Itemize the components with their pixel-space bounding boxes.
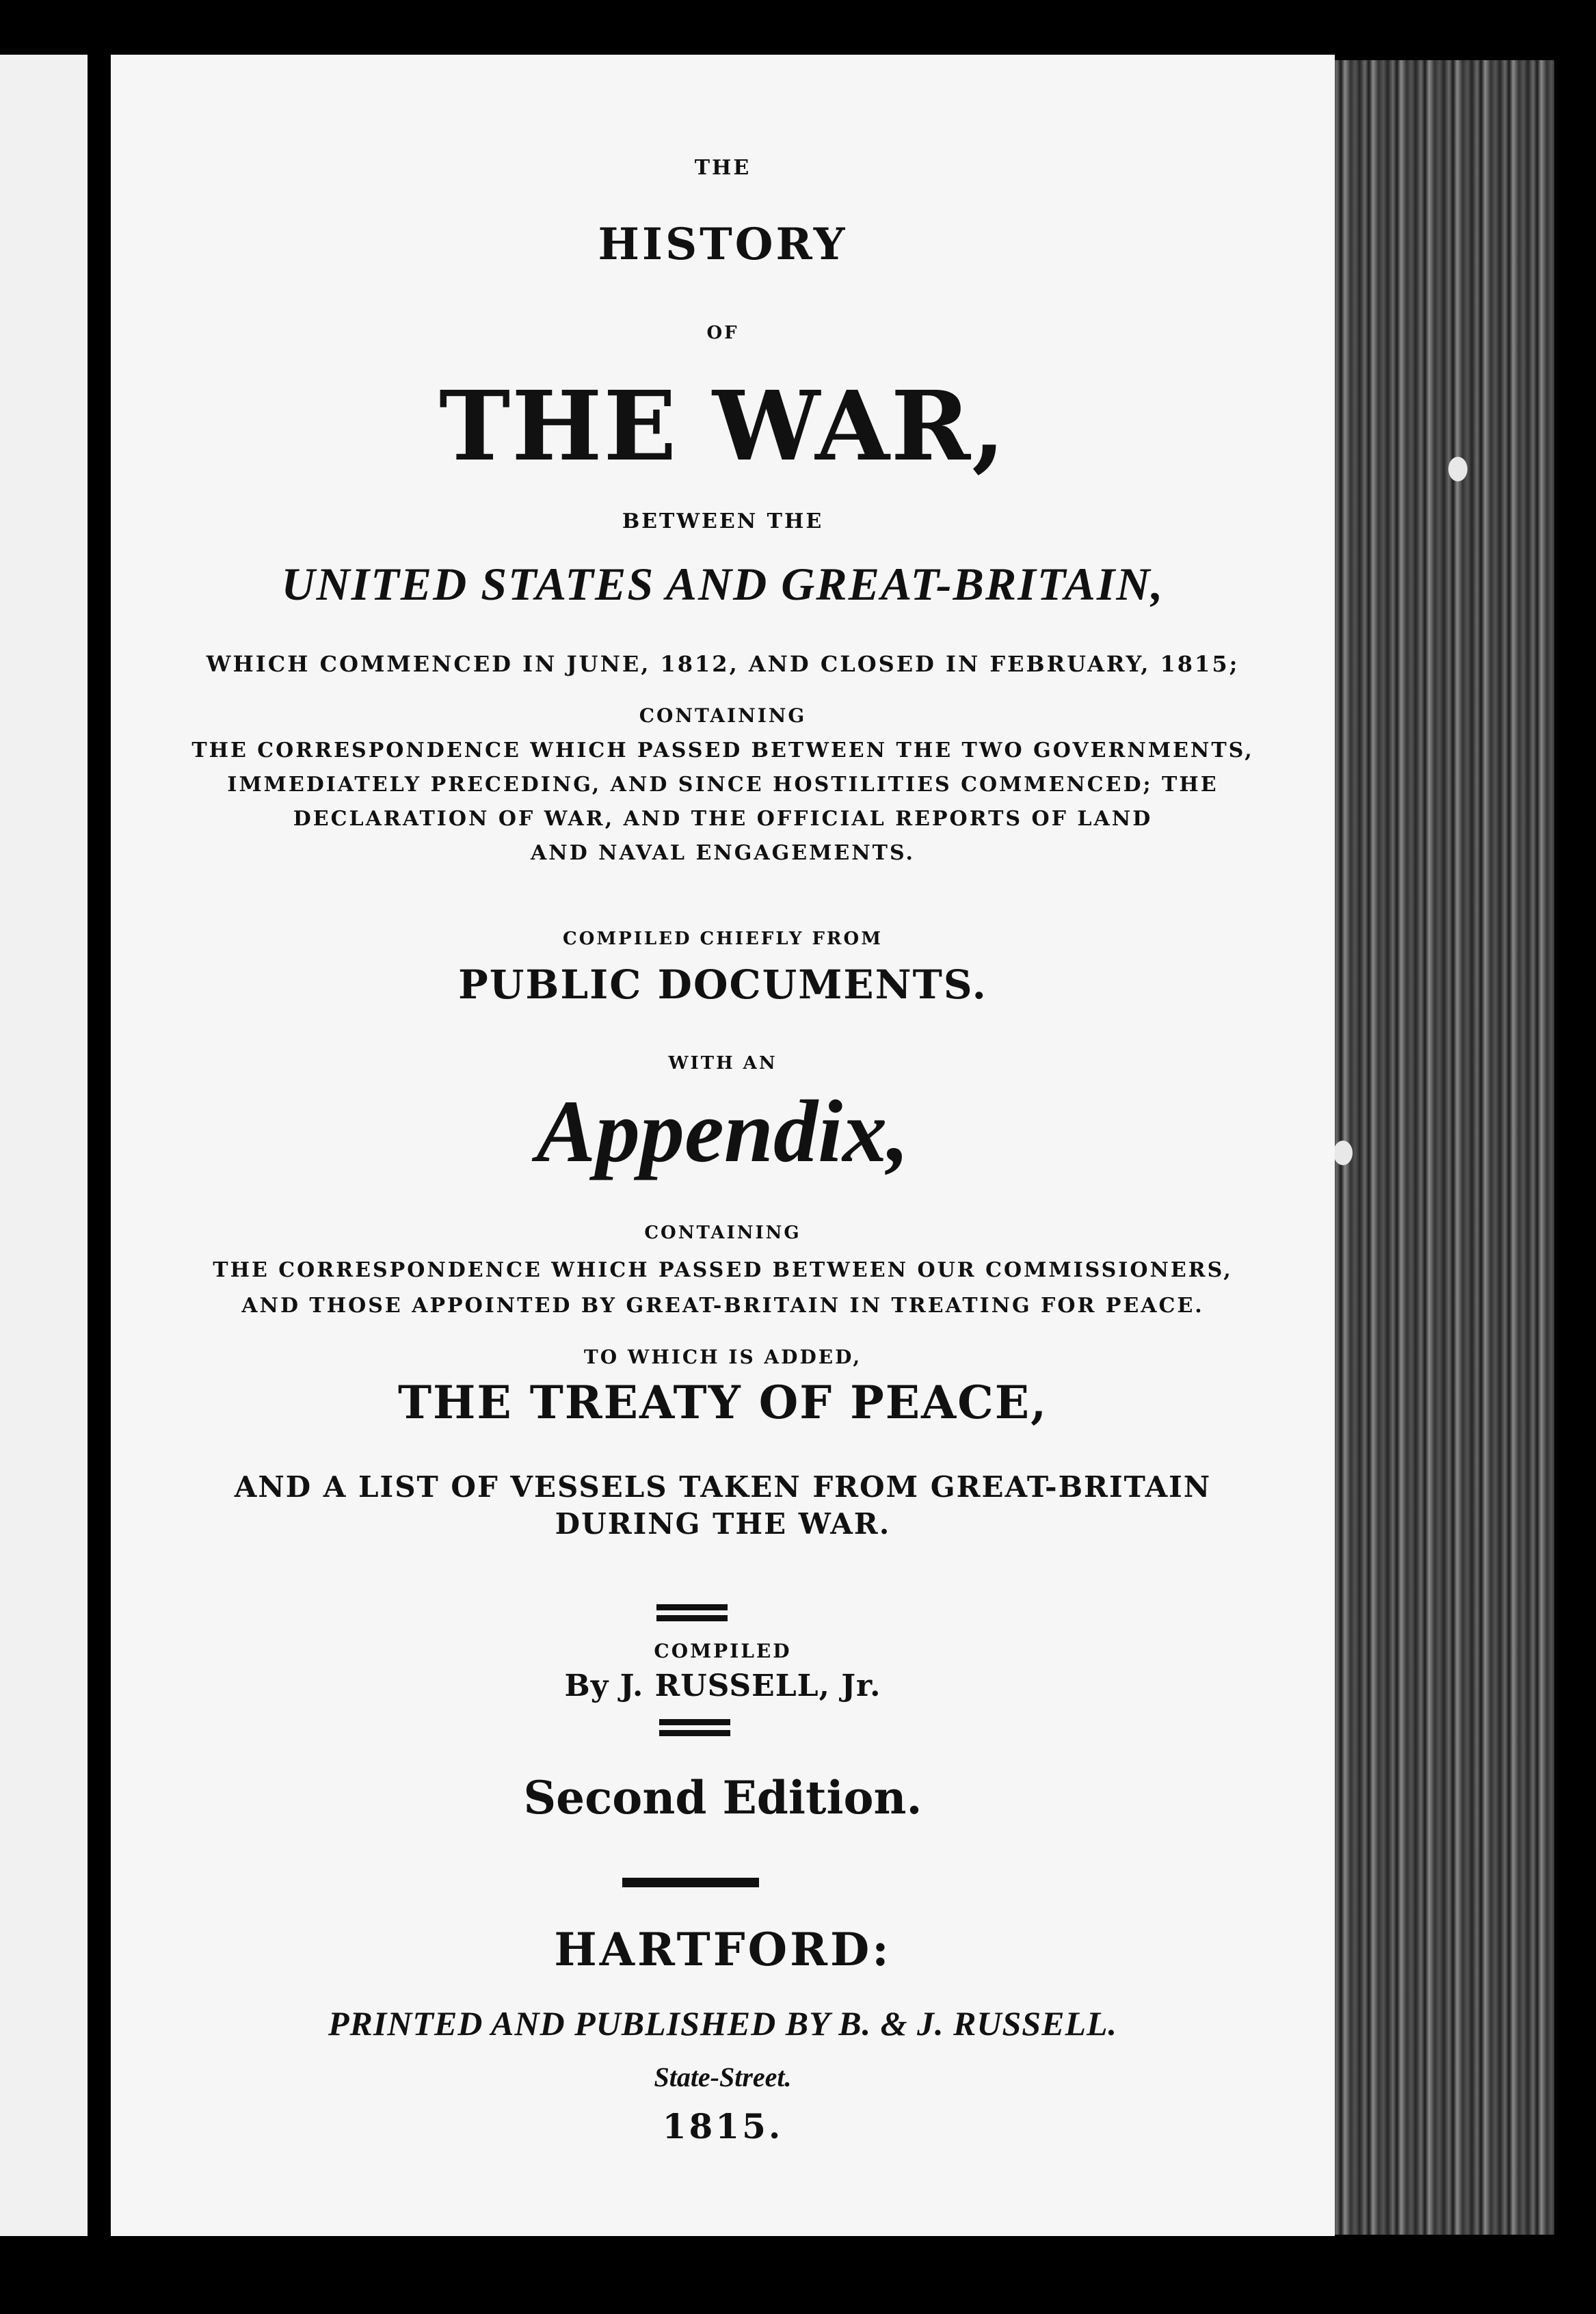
to-which-is-added: TO WHICH IS ADDED, xyxy=(583,1346,862,1368)
divider-double-1a xyxy=(656,1604,728,1610)
street-line: State-Street. xyxy=(654,2062,792,2092)
divider-double-1b xyxy=(656,1615,728,1621)
dates-line: WHICH COMMENCED IN JUNE, 1812, AND CLOSED IN FEBRUARY, 1815; xyxy=(206,651,1240,677)
publisher-line: PRINTED AND PUBLISHED BY B. & J. RUSSELL. xyxy=(328,2004,1118,2043)
author-line: By J. RUSSELL, Jr. xyxy=(564,1668,881,1703)
list-line-1: AND A LIST OF VESSELS TAKEN FROM GREAT-BRITAIN xyxy=(234,1470,1212,1504)
containing-heading-2: CONTAINING xyxy=(644,1223,801,1243)
year-line: 1815. xyxy=(662,2106,784,2146)
title-the: THE xyxy=(694,156,752,180)
title-the-war: THE WAR, xyxy=(439,371,1007,483)
contents-line-2: IMMEDIATELY PRECEDING, AND SINCE HOSTILITIES COMMENCED; THE xyxy=(227,773,1219,797)
edition-line: Second Edition. xyxy=(523,1771,922,1824)
appendix-line-1: THE CORRESPONDENCE WHICH PASSED BETWEEN OUR COMMISSIONERS, xyxy=(213,1258,1233,1282)
appendix-line-2: AND THOSE APPOINTED BY GREAT-BRITAIN IN TREATING FOR PEACE. xyxy=(241,1294,1204,1318)
contents-line-1: THE CORRESPONDENCE WHICH PASSED BETWEEN THE TWO GOVERNMENTS, xyxy=(191,739,1254,762)
title-of: OF xyxy=(706,323,739,343)
treaty-of-peace: THE TREATY OF PEACE, xyxy=(397,1376,1048,1429)
nations-line: UNITED STATES AND GREAT-BRITAIN, xyxy=(281,558,1165,610)
appendix-title: Appendix, xyxy=(536,1082,909,1181)
title-history: HISTORY xyxy=(598,219,848,270)
list-line-2: DURING THE WAR. xyxy=(555,1507,891,1541)
divider-double-2b xyxy=(659,1730,730,1736)
compiled-chiefly-from: COMPILED CHIEFLY FROM xyxy=(563,929,883,949)
public-documents: PUBLIC DOCUMENTS. xyxy=(458,961,987,1008)
contents-line-3: DECLARATION OF WAR, AND THE OFFICIAL REPORTS OF LAND xyxy=(293,807,1153,831)
compiled-label: COMPILED xyxy=(654,1640,792,1662)
title-page xyxy=(111,55,1335,2236)
divider-double-2a xyxy=(659,1719,730,1725)
contents-line-4: AND NAVAL ENGAGEMENTS. xyxy=(531,841,915,865)
divider-single xyxy=(622,1878,759,1887)
with-an: WITH AN xyxy=(668,1053,777,1074)
facing-page-edge xyxy=(0,55,88,2236)
city-line: HARTFORD: xyxy=(554,1923,892,1976)
containing-heading: CONTAINING xyxy=(639,704,807,727)
book-fore-edge xyxy=(1332,60,1554,2235)
between-the: BETWEEN THE xyxy=(622,509,824,533)
